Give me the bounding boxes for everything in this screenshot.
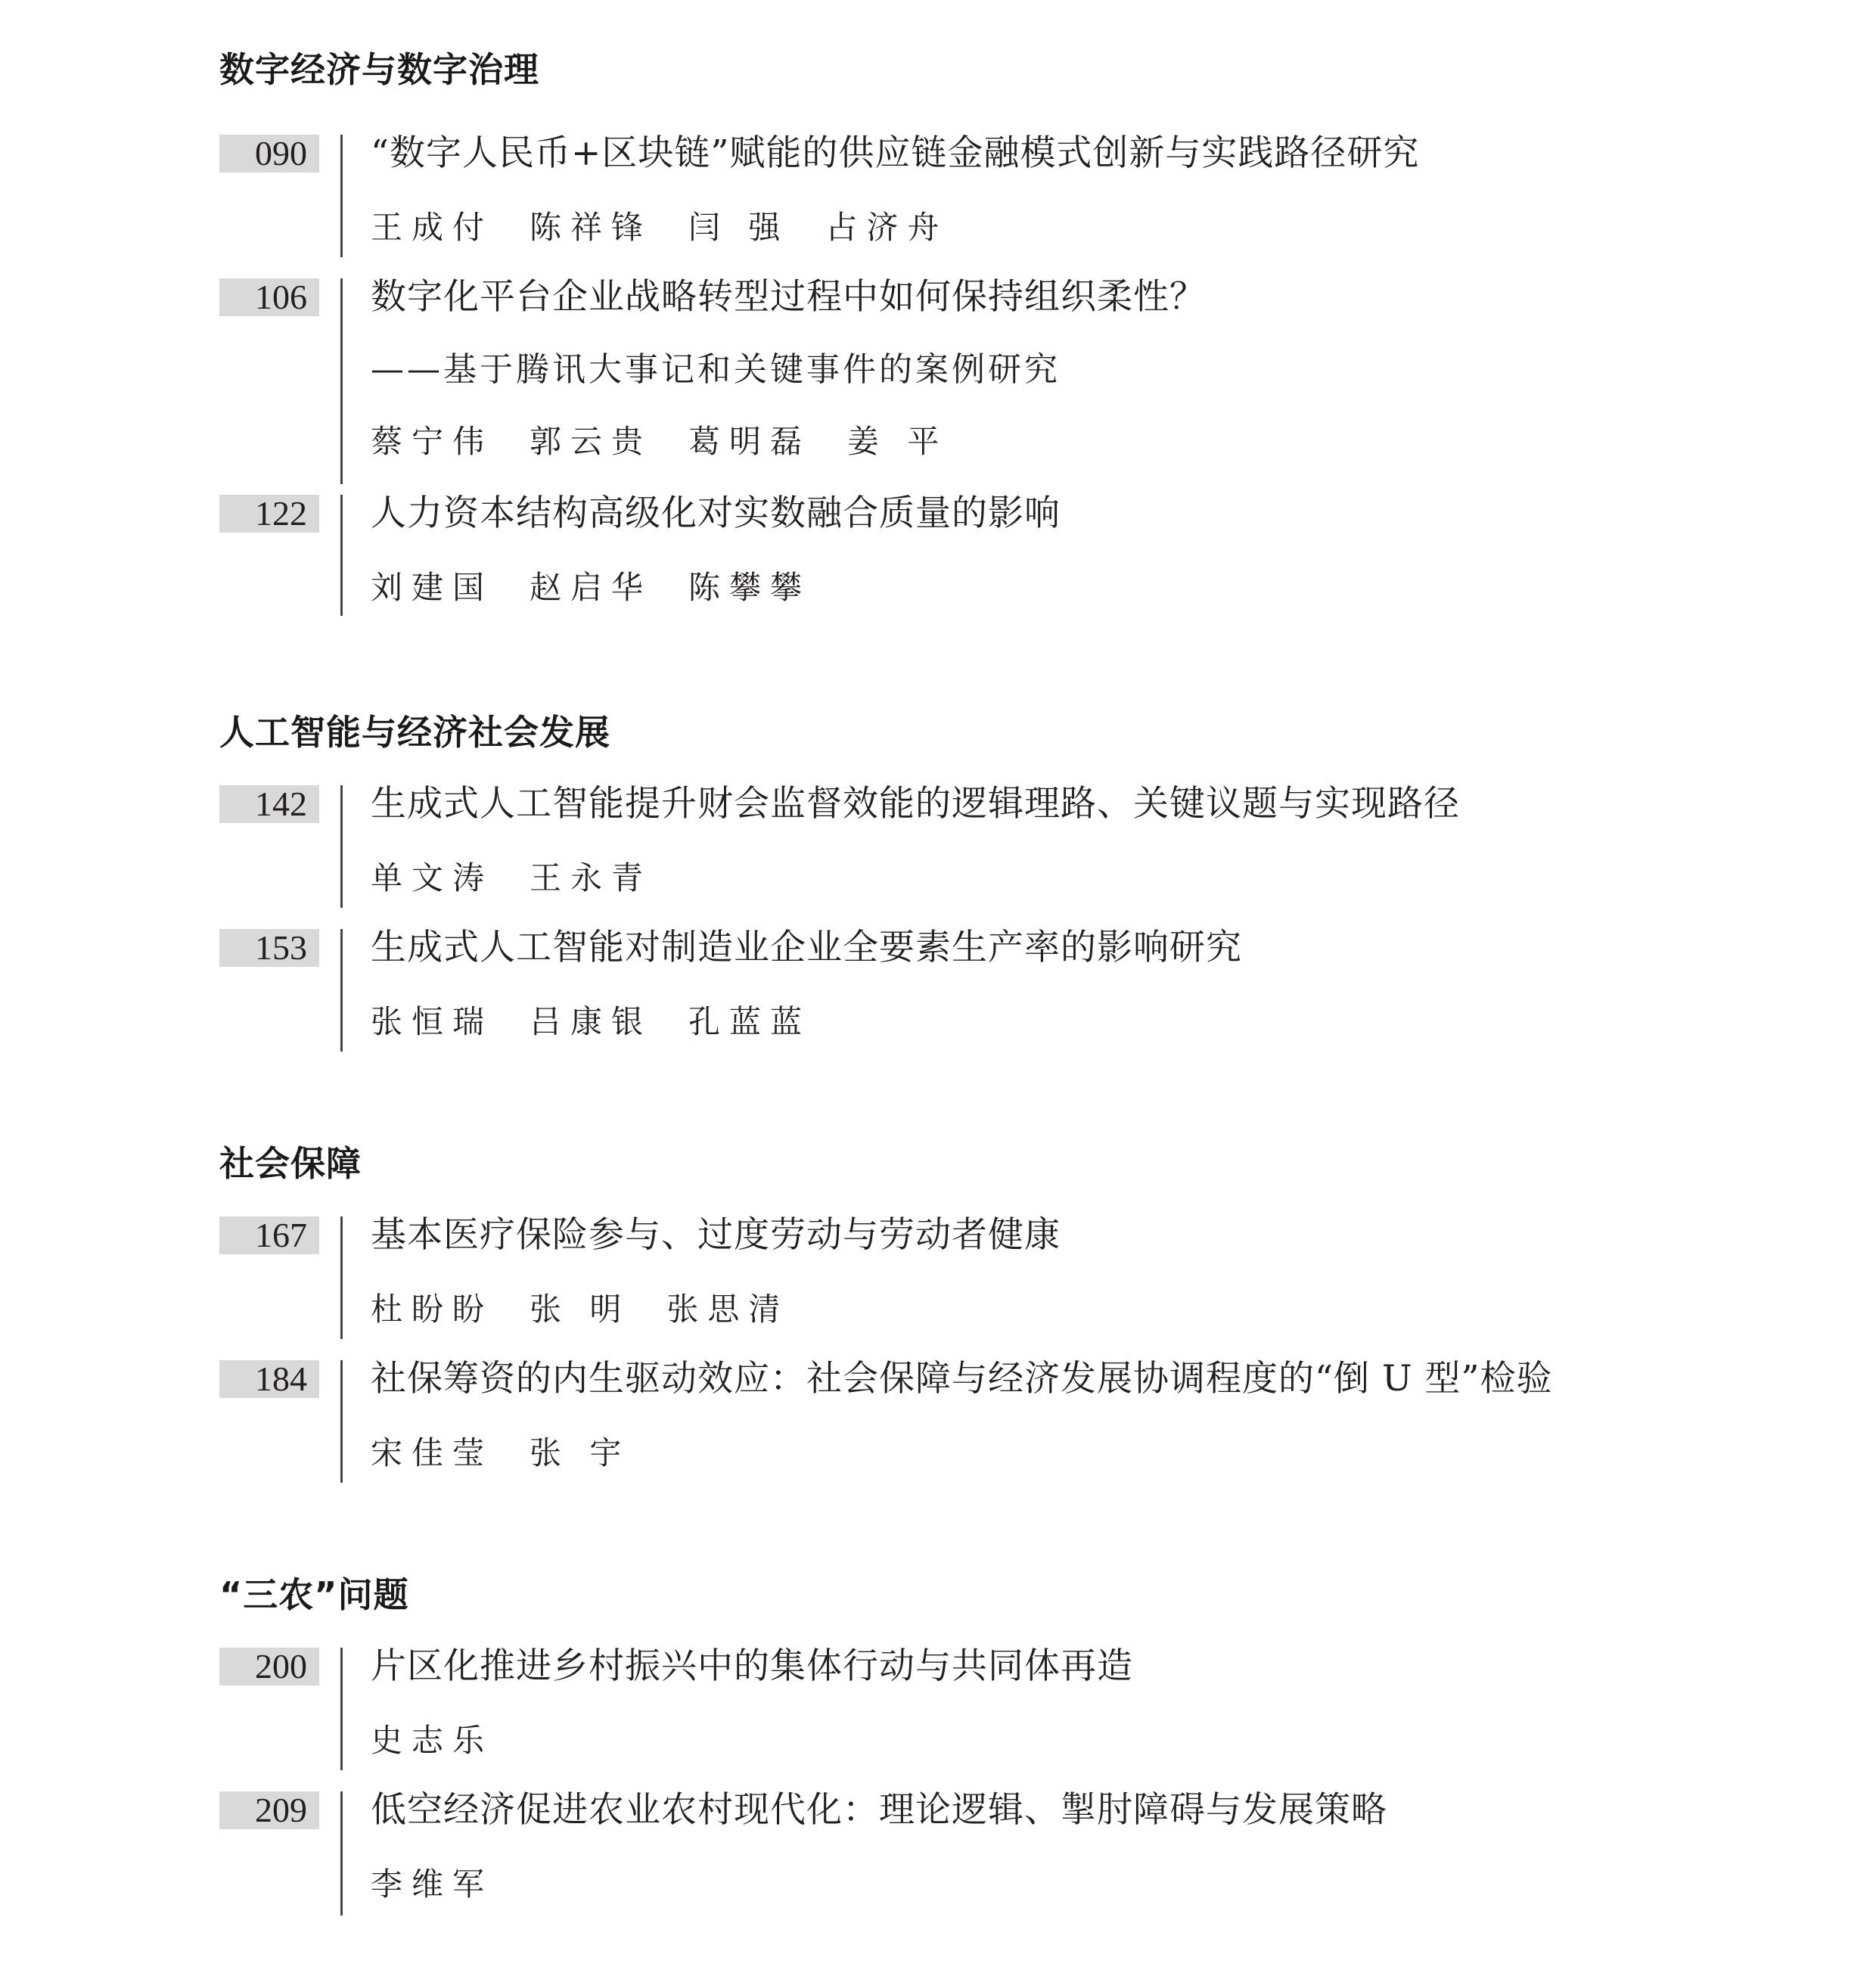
author-name: 单文涛 — [371, 859, 494, 896]
author-name: 赵启华 — [530, 569, 653, 606]
toc-entry[interactable] — [219, 492, 1657, 616]
page-number: 200 — [219, 1648, 319, 1686]
page-number: 153 — [219, 929, 319, 967]
page-number: 209 — [219, 1791, 319, 1829]
toc-entry[interactable] — [219, 1645, 1657, 1770]
toc-entry[interactable] — [219, 785, 1657, 908]
author-name: 张恒瑞 — [371, 1003, 494, 1040]
vertical-rule — [340, 929, 343, 1052]
vertical-rule — [340, 1216, 343, 1339]
article-authors — [371, 421, 984, 463]
article-authors — [371, 1432, 666, 1474]
page-number: 106 — [219, 278, 319, 316]
author-name: 葛明磊 — [688, 423, 812, 460]
author-name: 张思清 — [666, 1291, 790, 1328]
vertical-rule — [340, 1648, 343, 1770]
article-title[interactable]: “数字人民币+区块链”赋能的供应链金融模式创新与实践路径研究 — [371, 132, 1420, 174]
page-number: 122 — [219, 495, 319, 533]
article-title[interactable]: 生成式人工智能提升财会监督效能的逻辑理路、关键议题与实现路径 — [371, 783, 1460, 825]
article-authors — [371, 1863, 530, 1906]
vertical-rule — [340, 495, 343, 616]
author-name: 刘建国 — [371, 569, 494, 606]
author-name: 王成付 — [371, 209, 494, 246]
author-name: 宋佳莹 — [371, 1434, 494, 1471]
vertical-rule — [340, 785, 343, 908]
author-name: 郭云贵 — [530, 423, 653, 460]
article-title[interactable]: 片区化推进乡村振兴中的集体行动与共同体再造 — [371, 1645, 1133, 1687]
article-authors — [371, 1001, 847, 1043]
article-title[interactable]: 低空经济促进农业农村现代化：理论逻辑、掣肘障碍与发展策略 — [371, 1789, 1387, 1831]
article-authors — [371, 1288, 825, 1331]
author-name: 占济舟 — [825, 209, 949, 246]
article-authors — [371, 1720, 530, 1762]
article-title[interactable]: 数字化平台企业战略转型过程中如何保持组织柔性？ — [371, 276, 1206, 318]
section-title: 数字经济与数字治理 — [219, 49, 539, 90]
author-name: 杜盼盼 — [371, 1291, 494, 1328]
vertical-rule — [340, 278, 343, 484]
page-number: 184 — [219, 1360, 319, 1398]
page-number: 090 — [219, 135, 319, 172]
page-number: 167 — [219, 1216, 319, 1254]
author-name: 王永青 — [530, 859, 653, 896]
author-name: 闫 强 — [688, 209, 790, 246]
vertical-rule — [340, 135, 343, 257]
article-title[interactable]: 基本医疗保险参与、过度劳动与劳动者健康 — [371, 1214, 1061, 1256]
toc-entry[interactable] — [219, 1360, 1657, 1483]
toc-entry[interactable] — [219, 132, 1657, 257]
author-name: 孔蓝蓝 — [688, 1003, 812, 1040]
vertical-rule — [340, 1360, 343, 1483]
vertical-rule — [340, 1791, 343, 1915]
section-title: 社会保障 — [219, 1143, 362, 1184]
article-authors — [371, 567, 847, 609]
article-authors — [371, 857, 688, 899]
author-name: 陈祥锋 — [530, 209, 653, 246]
author-name: 张 宇 — [530, 1434, 631, 1471]
author-name: 蔡宁伟 — [371, 423, 494, 460]
article-title[interactable]: 社保筹资的内生驱动效应：社会保障与经济发展协调程度的“倒 U 型”检验 — [371, 1358, 1553, 1400]
toc-entry[interactable] — [219, 1216, 1657, 1339]
section-title: 人工智能与经济社会发展 — [219, 712, 610, 753]
article-title[interactable]: 生成式人工智能对制造业企业全要素生产率的影响研究 — [371, 927, 1242, 968]
section-title: “三农”问题 — [219, 1574, 409, 1615]
author-name: 史志乐 — [371, 1722, 494, 1759]
author-name: 陈攀攀 — [688, 569, 812, 606]
toc-entry[interactable] — [219, 278, 1657, 484]
author-name: 张 明 — [530, 1291, 631, 1328]
author-name: 姜 平 — [847, 423, 949, 460]
article-subtitle: ——基于腾讯大事记和关键事件的案例研究 — [371, 350, 1061, 389]
author-name: 李维军 — [371, 1866, 494, 1903]
toc-entry[interactable] — [219, 929, 1657, 1052]
article-authors — [371, 207, 984, 249]
author-name: 吕康银 — [530, 1003, 653, 1040]
toc-entry[interactable] — [219, 1791, 1657, 1915]
page-number: 142 — [219, 785, 319, 823]
article-title[interactable]: 人力资本结构高级化对实数融合质量的影响 — [371, 492, 1061, 534]
